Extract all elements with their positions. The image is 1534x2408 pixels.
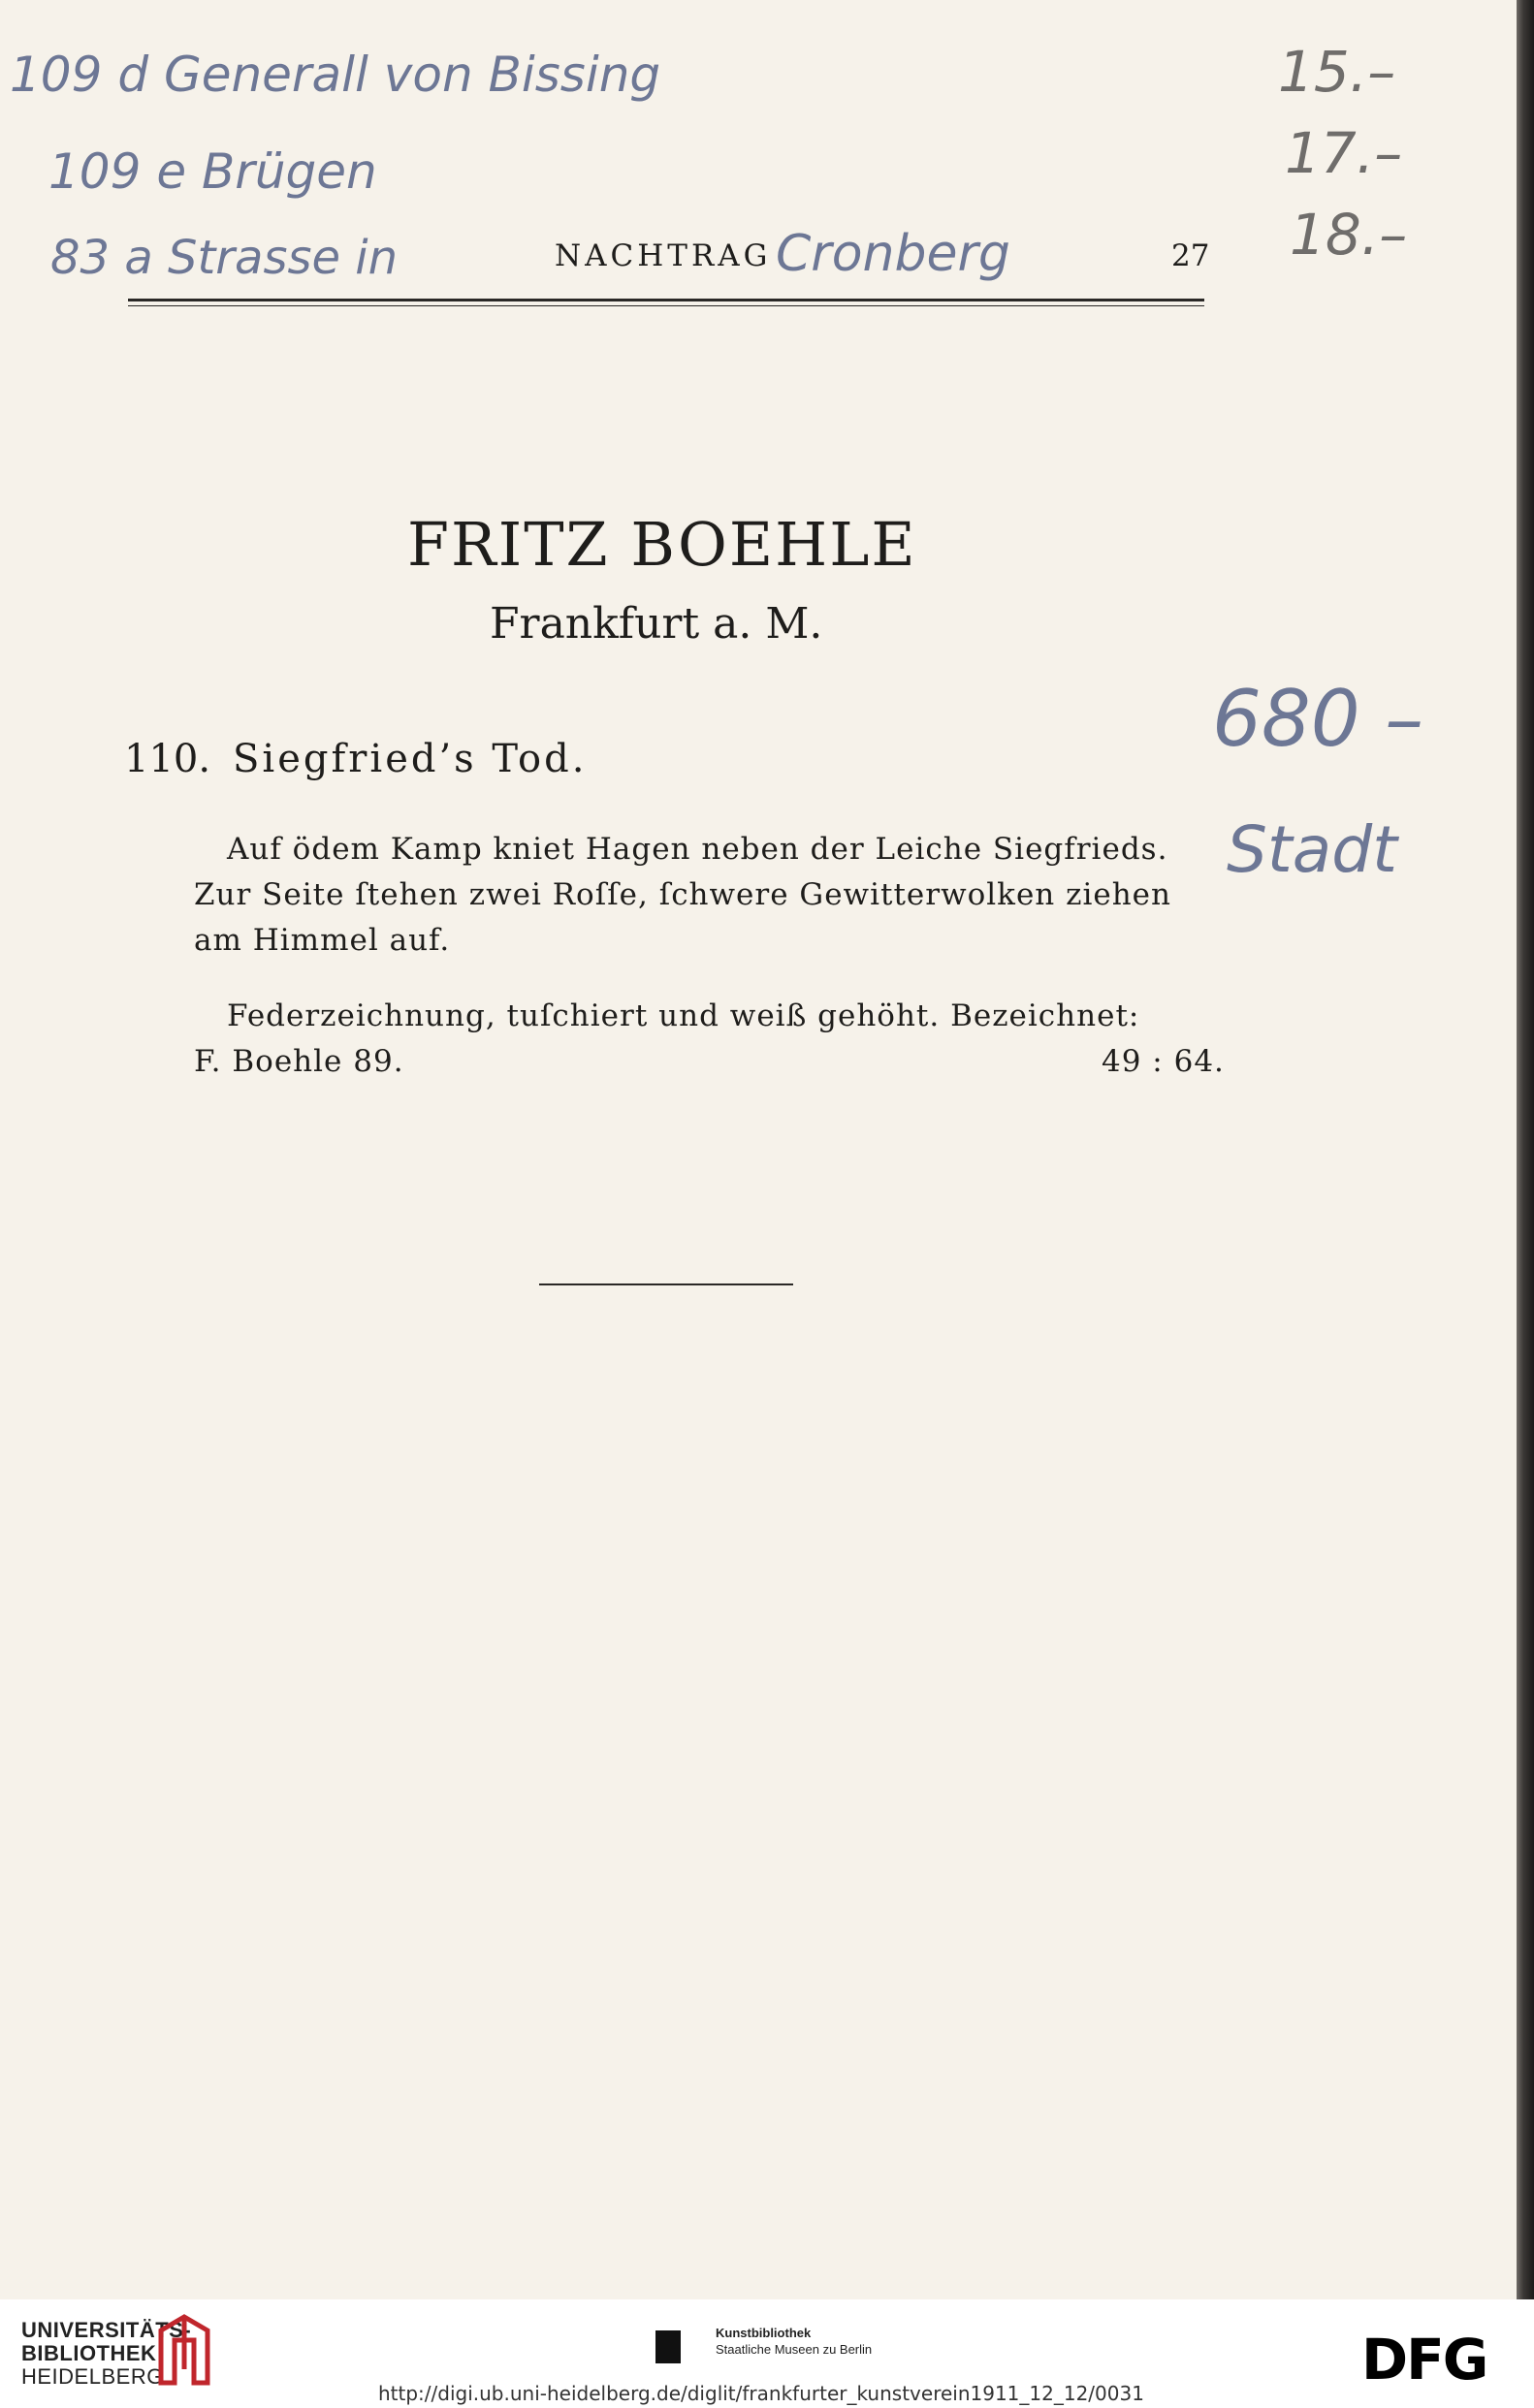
handwritten-price-note: 680 – [1212,674,1424,764]
handwritten-price-3: 18.– [1290,202,1408,268]
library-emblem-icon [155,2311,213,2389]
dimensions: 49 : 64. [1102,1044,1225,1079]
page-edge-shadow [1517,0,1534,2299]
kunstbibliothek-name: Kunstbibliothek [716,2326,812,2340]
library-name-line-3: HEIDELBERG [21,2364,164,2389]
header-rule-top [128,299,1204,301]
description-line: Zur Seite ſtehen zwei Roſſe, ſchwere Gewitterwolken ziehen [194,877,1171,912]
source-url-link[interactable]: http://digi.ub.uni-heidelberg.de/diglit/frankfurter_kunstverein1911_12_12/0031 [378,2382,1144,2405]
page-number: 27 [1171,238,1210,273]
description-line: Auf ödem Kamp kniet Hagen neben der Leiche Siegfrieds. [227,832,1168,867]
entry-number: 110. [124,737,211,781]
description-line: am Himmel auf. [194,923,451,958]
handwritten-note-1: 109 d Generall von Bissing [10,47,661,103]
artist-city: Frankfurt a. M. [490,599,823,649]
kunstbibliothek-subtitle: Staatliche Museen zu Berlin [716,2342,873,2357]
section-divider [539,1283,793,1285]
digitization-footer [0,2299,1534,2408]
handwritten-note-3: 83 a Strasse in [50,231,399,285]
handwritten-price-1: 15.– [1278,39,1396,105]
handwritten-header-note: Cronberg [776,225,1010,283]
entry-title: Siegfried’s Tod. [233,737,588,781]
signature-line: F. Boehle 89. [194,1044,404,1079]
library-name-line-1: UNIVERSITÄTS- [21,2318,192,2342]
artist-name: FRITZ BOEHLE [407,509,917,580]
kunstbibliothek-label[interactable] [716,2325,872,2358]
library-name-line-2: BIBLIOTHEK [21,2341,157,2365]
header-rule-bottom [128,305,1204,306]
dfg-logo[interactable]: DFG [1361,2327,1487,2392]
kunstbibliothek-logo-icon [655,2330,681,2363]
handwritten-note-2: 109 e Brügen [48,143,377,200]
handwritten-price-2: 17.– [1285,120,1403,186]
technique-line: Federzeichnung, tuſchiert und weiß gehöht. Bezeichnet: [227,998,1140,1033]
handwritten-buyer-note: Stadt [1227,812,1397,887]
running-title: NACHTRAG [555,238,772,273]
